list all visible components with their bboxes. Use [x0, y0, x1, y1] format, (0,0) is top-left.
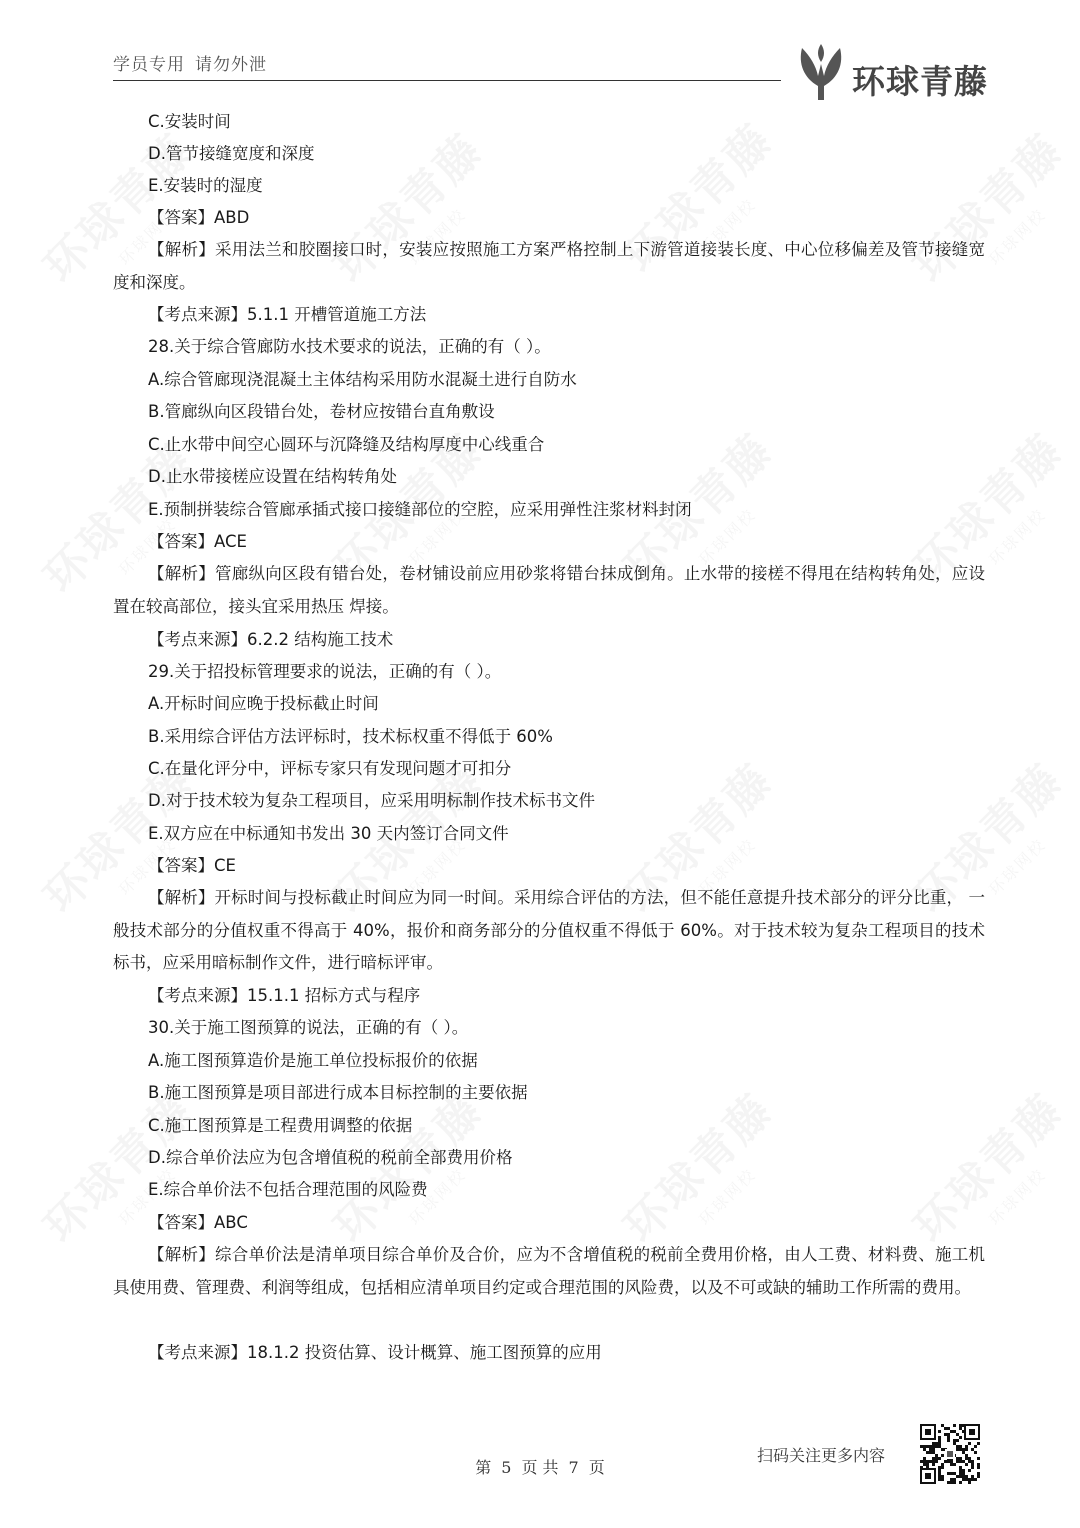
- watermark-text: [607, 1076, 785, 1254]
- content-line: E.预制拼装综合管廊承插式接口接缝部位的空腔，应采用弹性注浆材料封闭: [148, 500, 692, 519]
- content-line: E.安装时的湿度: [148, 176, 263, 195]
- content-line: C.止水带中间空心圆环与沉降缝及结构厚度中心线重合: [148, 435, 545, 454]
- content-line: A.施工图预算造价是施工单位投标报价的依据: [148, 1051, 478, 1070]
- content-line: A.综合管廊现浇混凝土主体结构采用防水混凝土进行自防水: [148, 370, 577, 389]
- content-line: B.采用综合评估方法评标时，技术标权重不得低于 60%: [148, 727, 553, 746]
- content-line: D.止水带接槎应设置在结构转角处: [148, 467, 397, 486]
- explanation-paragraph: 【解析】综合单价法是清单项目综合单价及合价，应为不含增值税的税前全费用价格，由人工费、材料费、施工机具使用费、管理费、利润等组成，包括相应清单项目约定或合理范围的风险费，以及不可或缺的辅助工作所需的费用。: [113, 1245, 985, 1297]
- header-notice-text-1: 学员专用: [113, 55, 185, 75]
- content-line: D.综合单价法应为包含增值税的税前全部费用价格: [148, 1148, 513, 1167]
- page-current: 5: [501, 1458, 512, 1477]
- header-notice-text-2: 请勿外泄: [195, 55, 267, 75]
- content-line: C.安装时间: [148, 112, 231, 131]
- explanation-paragraph: 【解析】采用法兰和胶圈接口时，安装应按照施工方案严格控制上下游管道接装长度、中心位移偏差及管节接缝宽度和深度。: [113, 240, 985, 292]
- logo-text: 环球青藤: [852, 62, 988, 101]
- header-rule: [113, 80, 781, 81]
- content-line: 30.关于施工图预算的说法，正确的有（ ）。: [148, 1018, 469, 1037]
- content-line: B.管廊纵向区段错台处，卷材应按错台直角敷设: [148, 402, 495, 421]
- explanation-paragraph: 【解析】开标时间与投标截止时间应为同一时间。采用综合评估的方法，但不能任意提升技术部分的评分比重， 一般技术部分的分值权重不得高于 40%，报价和商务部分的分值权重不得低于 60%。对于技术较为复杂工程项目的技术标书，应采用暗标制作文件，进行暗标评审。: [113, 888, 985, 972]
- content-line: 【答案】ACE: [148, 532, 247, 551]
- header-notice: [113, 50, 267, 75]
- page-mid: 页 共: [521, 1458, 559, 1477]
- page-suffix: 页: [588, 1458, 605, 1477]
- content-line: E.双方应在中标通知书发出 30 天内签订合同文件: [148, 824, 509, 843]
- content-line: 【考点来源】15.1.1 招标方式与程序: [148, 986, 421, 1005]
- content-line: 28.关于综合管廊防水技术要求的说法，正确的有（ ）。: [148, 337, 551, 356]
- content-line: B.施工图预算是项目部进行成本目标控制的主要依据: [148, 1083, 528, 1102]
- qr-label: 扫码关注更多内容: [757, 1446, 886, 1465]
- content-line: 【考点来源】18.1.2 投资估算、设计概算、施工图预算的应用: [148, 1343, 602, 1362]
- content-line: C.施工图预算是工程费用调整的依据: [148, 1116, 413, 1135]
- content-line: 【答案】ABC: [148, 1213, 248, 1232]
- brand-logo: [796, 42, 996, 104]
- content-line: 【答案】CE: [148, 856, 236, 875]
- page-prefix: 第: [475, 1458, 492, 1477]
- content-line: 【考点来源】5.1.1 开槽管道施工方法: [148, 305, 427, 324]
- content-line: E.综合单价法不包括合理范围的风险费: [148, 1180, 428, 1199]
- content-line: 【考点来源】6.2.2 结构施工技术: [148, 630, 394, 649]
- content-line: 29.关于招投标管理要求的说法，正确的有（ ）。: [148, 662, 502, 681]
- content-line: A.开标时间应晚于投标截止时间: [148, 694, 379, 713]
- content-line: 【答案】ABD: [148, 208, 250, 227]
- watermark-text: [897, 1076, 1075, 1254]
- content-line: C.在量化评分中，评标专家只有发现问题才可扣分: [148, 759, 512, 778]
- content-line: D.管节接缝宽度和深度: [148, 144, 315, 163]
- qr-code-icon: [918, 1422, 982, 1486]
- explanation-paragraph: 【解析】管廊纵向区段有错台处，卷材铺设前应用砂浆将错台抹成倒角。止水带的接槎不得甩在结构转角处，应设置在较高部位，接头宜采用热压 焊接。: [113, 564, 985, 616]
- content-line: D.对于技术较为复杂工程项目，应采用明标制作技术标书文件: [148, 791, 595, 810]
- page-total: 7: [568, 1458, 579, 1477]
- leaf-logo-icon: [796, 42, 846, 104]
